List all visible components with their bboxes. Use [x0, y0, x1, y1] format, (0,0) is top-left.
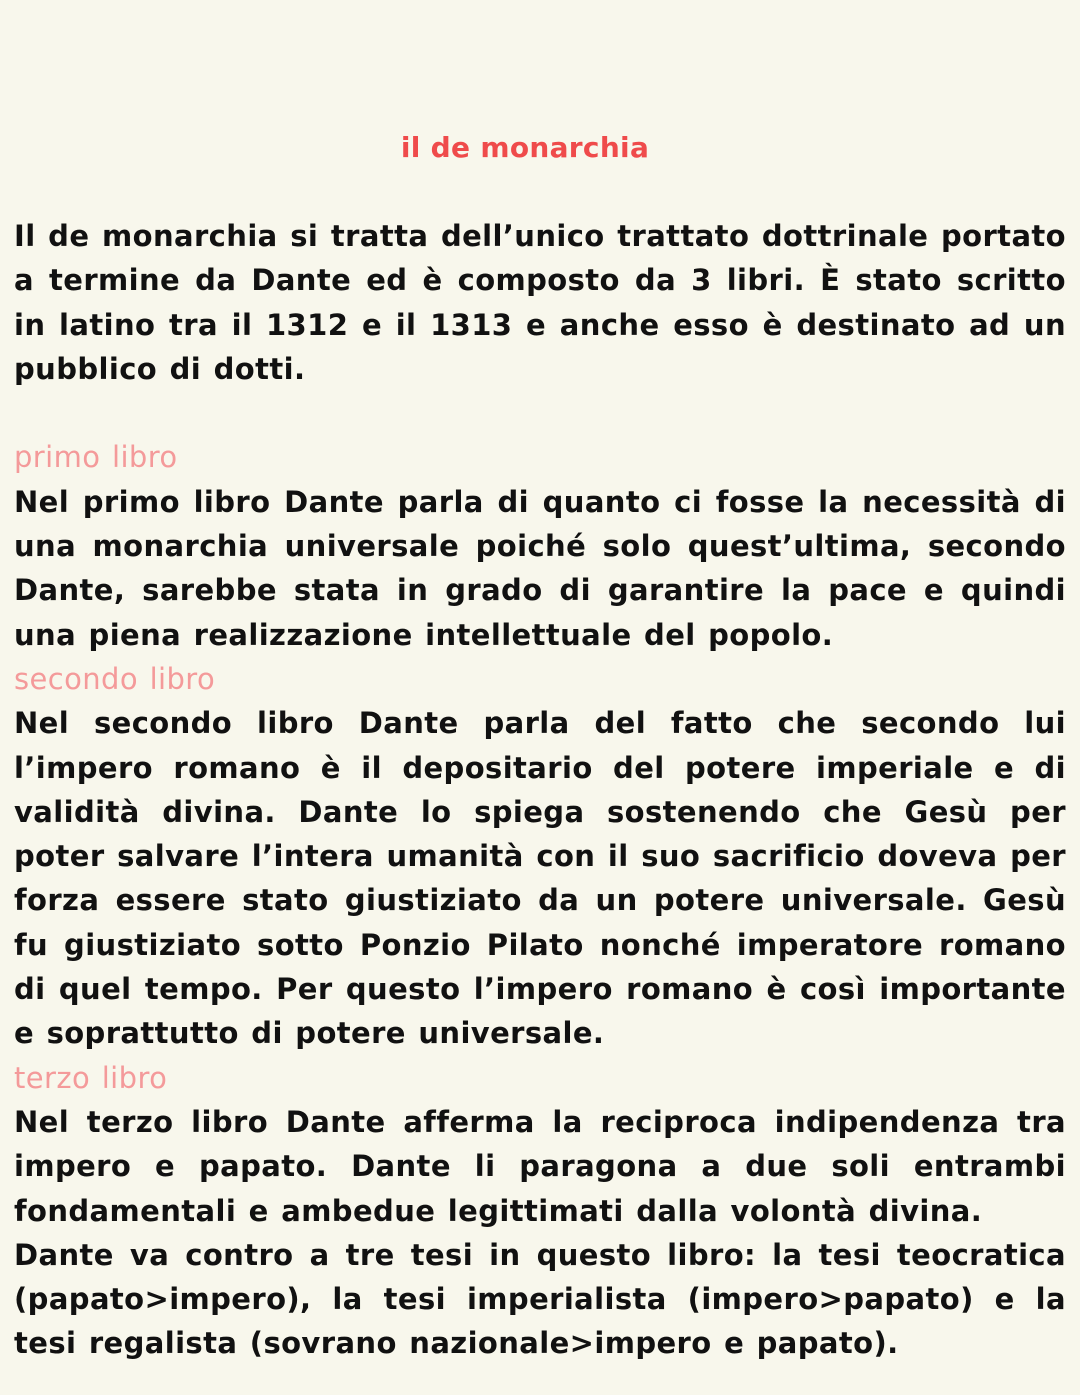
section-paragraph-primo-libro: Nel primo libro Dante parla di quanto ci fosse la necessità di una monarchia universale poiché solo quest’ultima, secondo Dante, sarebbe stata in grado di garantire la pace e quindi una piena realizzazione intellettuale del popolo.: [14, 484, 1066, 652]
section-heading-secondo-libro: secondo libro: [14, 661, 216, 696]
intro-paragraph: Il de monarchia si tratta dell’unico trattato dottrinale portato a termine da Dante ed è composto da 3 libri. È stato scritto in latino tra il 1312 e il 1313 e anche esso è destinato ad un pubblico di dotti.: [14, 219, 1066, 386]
section-heading-primo-libro: primo libro: [14, 440, 178, 475]
paragraph-gap: [14, 391, 1066, 435]
page-title: il de monarchia: [400, 131, 650, 164]
section-heading-terzo-libro: terzo libro: [14, 1060, 168, 1095]
section-paragraph-secondo-libro: Nel secondo libro Dante parla del fatto che secondo lui l’impero romano è il depositario del potere imperiale e di validità divina. Dante lo spiega sostenendo che Gesù per poter salvare l’intera umanità con il suo sacrificio doveva per forza essere stato giustiziato da un potere universale. Gesù fu giustiziato sotto Ponzio Pilato nonché imperatore romano di quel tempo. Per questo l’impero romano è così importante e soprattutto di potere universale.: [14, 706, 1066, 1051]
section-paragraph-terzo-libro-2: Dante va contro a tre tesi in questo libro: la tesi teocratica (papato>impero), la tesi imperialista (impero>papato) e la tesi regalista (sovrano nazionale>impero e papato).: [14, 1237, 1066, 1361]
section-paragraph-terzo-libro-1: Nel terzo libro Dante afferma la reciproca indipendenza tra impero e papato. Dante li paragona a due soli entrambi fondamentali e ambedue legittimati dalla volontà divina.: [14, 1104, 1066, 1228]
document-body: [14, 214, 1066, 1366]
